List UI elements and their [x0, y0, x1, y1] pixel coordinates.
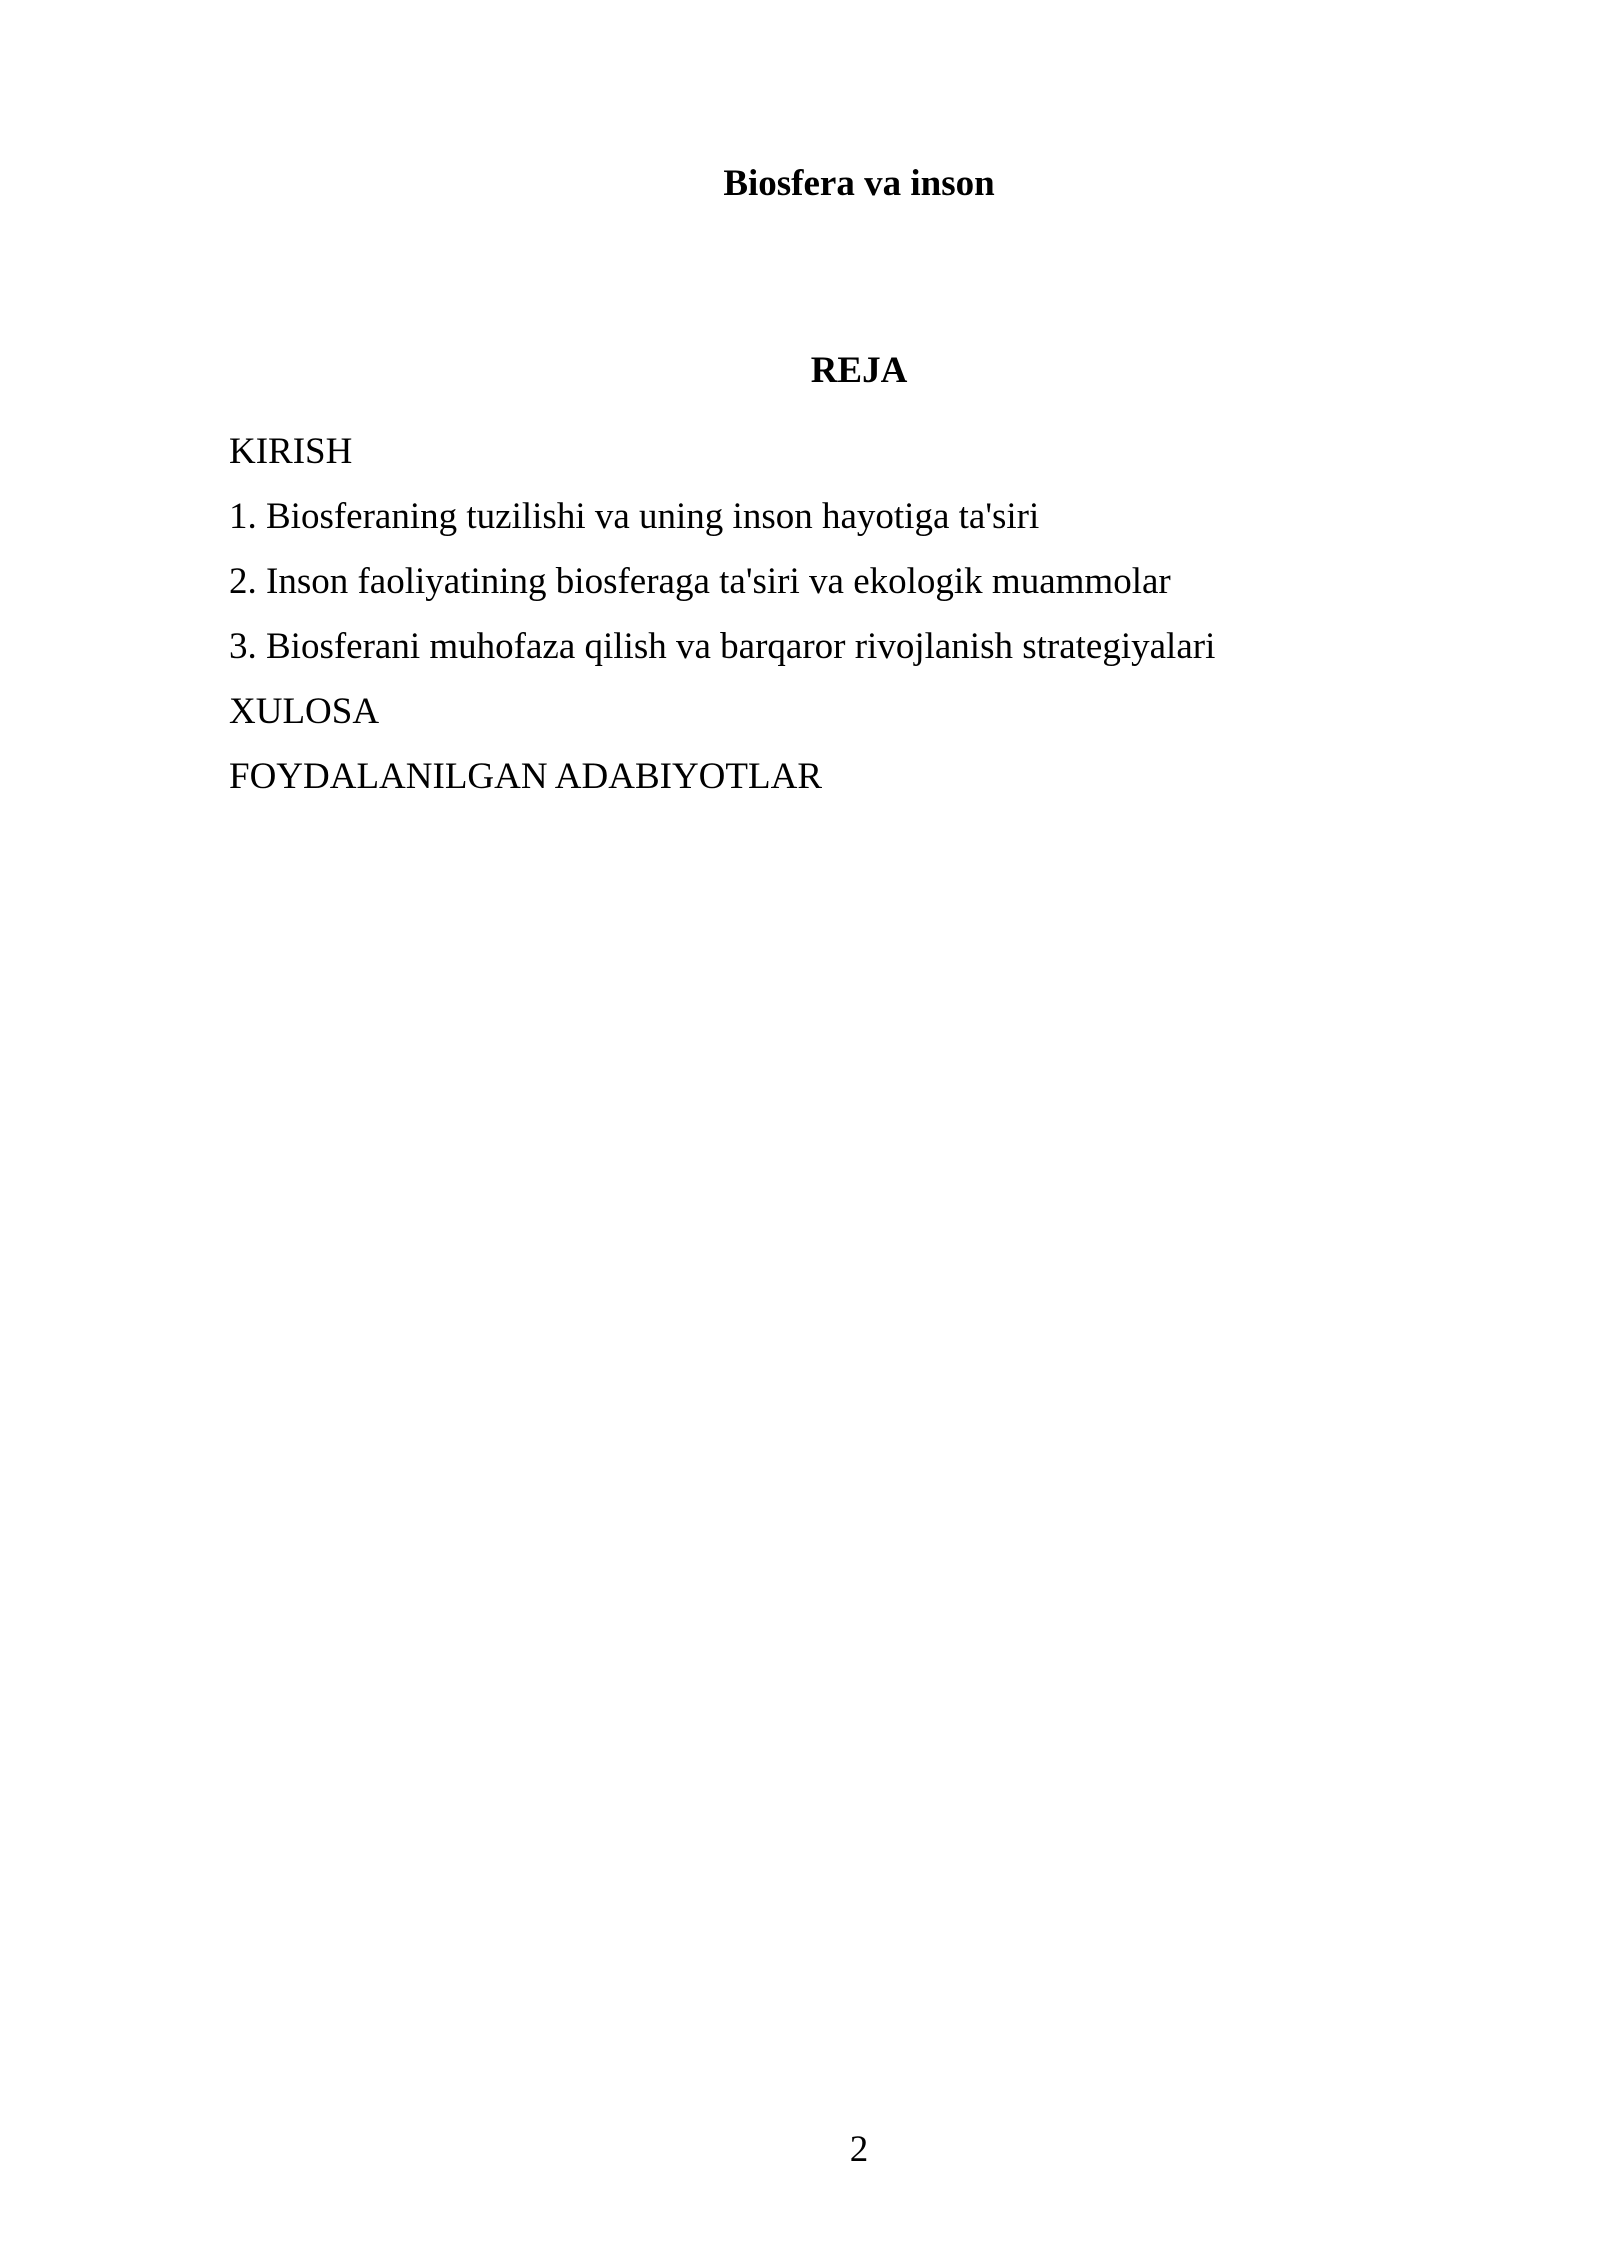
document-title: Biosfera va inson: [723, 163, 995, 204]
plan-item-1: 1. Biosferaning tuzilishi va uning inson hayotiga ta'siri: [229, 496, 1040, 537]
plan-item-conclusion: XULOSA: [229, 691, 380, 732]
plan-item-references: FOYDALANILGAN ADABIYOTLAR: [229, 756, 822, 797]
plan-item-introduction: KIRISH: [229, 431, 353, 472]
page-number: 2: [849, 2129, 869, 2170]
plan-item-3: 3. Biosferani muhofaza qilish va barqaror rivojlanish strategiyalari: [229, 626, 1216, 667]
plan-heading: REJA: [810, 350, 908, 391]
plan-list: [229, 419, 1215, 809]
plan-item-2: 2. Inson faoliyatining biosferaga ta'siri va ekologik muammolar: [229, 561, 1171, 602]
